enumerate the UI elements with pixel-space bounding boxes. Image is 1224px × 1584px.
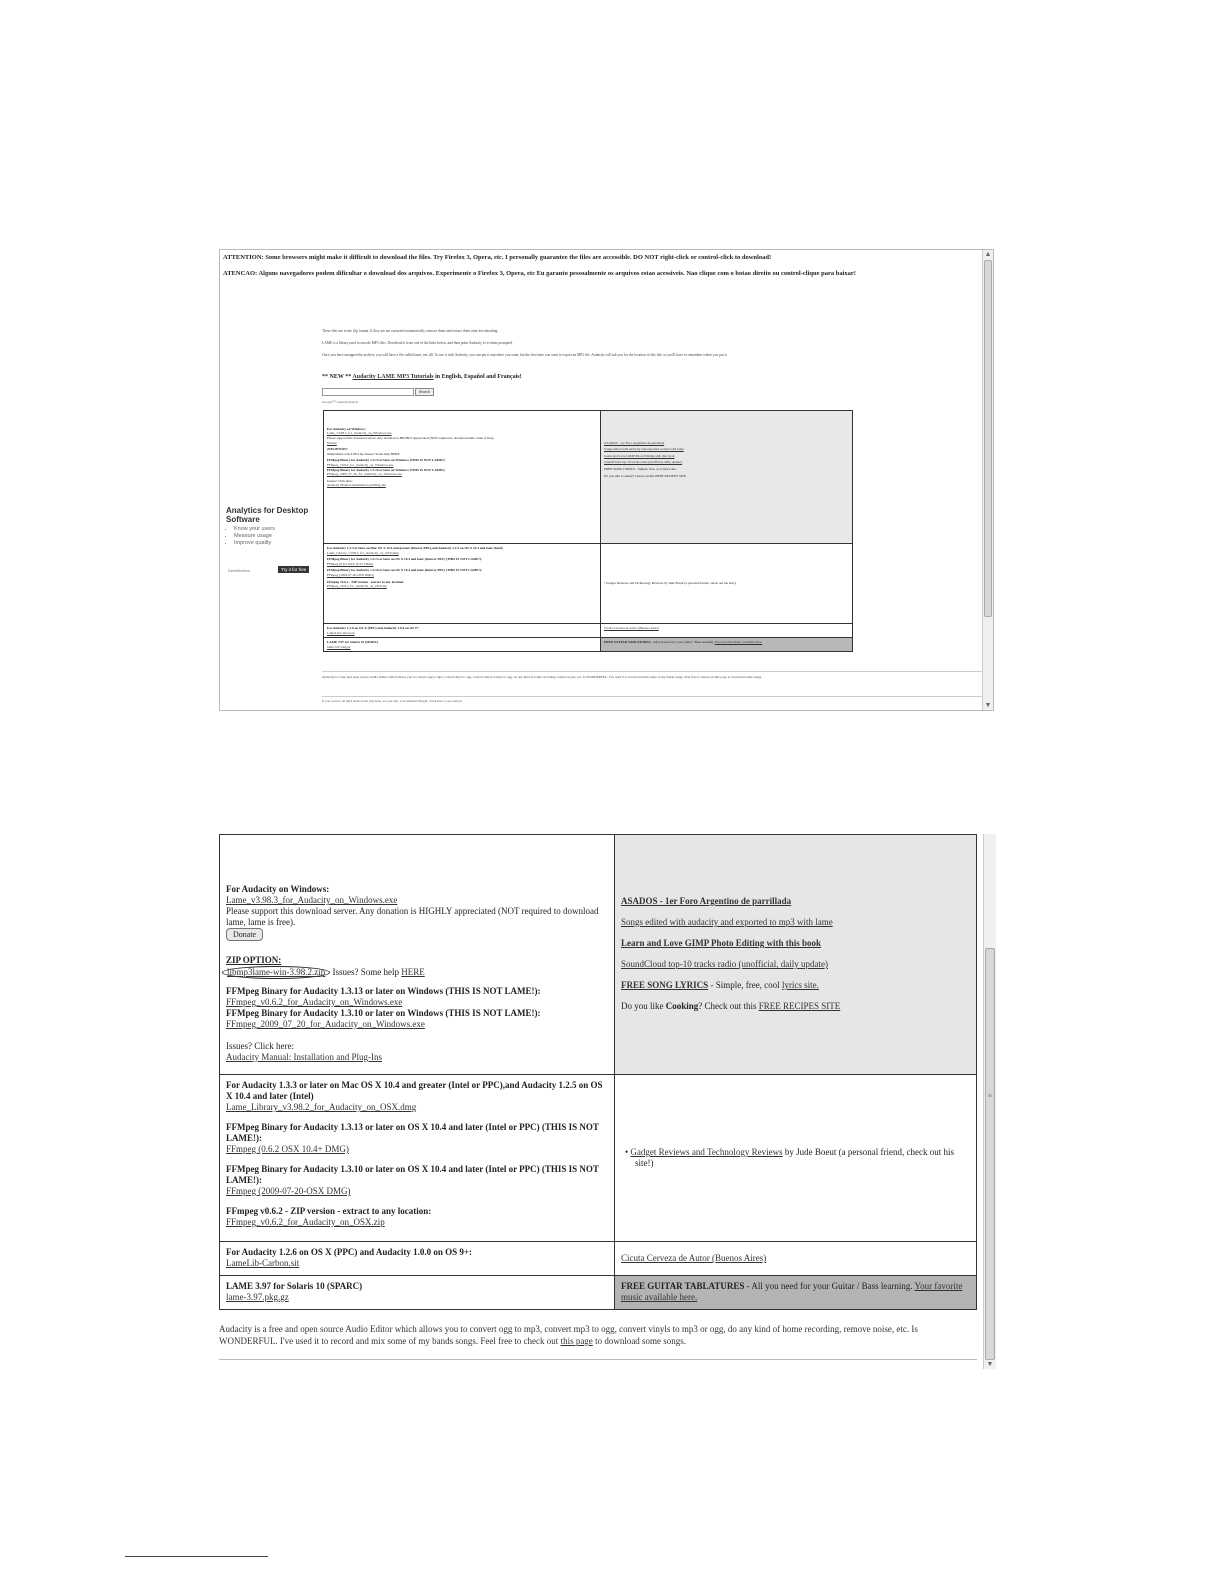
lame-windows-link[interactable]: Lame_v3.98.3_for_Audacity_on_Windows.exe — [226, 895, 398, 905]
guitar-cell — [615, 1276, 977, 1310]
audacity-description — [219, 1323, 977, 1347]
ffmpeg-heading: FFMpeg Binary for Audacity 1.3.13 or later on Windows (THIS IS NOT LAME!): — [226, 986, 541, 996]
sponsor-link[interactable]: Learn and Love GIMP Photo Editing with this book — [604, 453, 675, 458]
screenshot-page-overview — [219, 249, 994, 711]
ad-bullets — [226, 526, 322, 547]
solaris-heading: LAME 3.97 for Solaris 10 (SPARC) — [226, 1281, 363, 1291]
ffmpeg-link[interactable]: FFmpeg (2009-07-20-OSX DMG) — [327, 572, 374, 577]
description-text: Audacity is a free and open source Audio Editor which allows you to convert ogg to mp3, convert mp3 to ogg, convert vinyls to mp3 or ogg, do any kind of home recording, remove noise, etc. Is WONDERFUL. I've used it to record and mix some of my bands songs. Feel free to check out — [219, 1324, 918, 1346]
mac-heading: For Audacity 1.3.3 or later on Mac OS X 10.4 and greater (Intel or PPC),and Audacity 1.2.5 on OS X 10.4 and later (Intel) — [327, 546, 503, 550]
windows-heading: For Audacity on Windows: — [327, 426, 366, 431]
os9-cell — [324, 624, 601, 638]
downloads-table-zoomed — [219, 834, 977, 1310]
intro-line: Once you have unzipped the archive, you will have a file called lame_enc.dll. To use it with Audacity, you can put it anywhere you want, but the first time you want to export an MP3 file, Audacity will ask you for the location of this file, so you'll have to remember where you put it. — [322, 353, 728, 357]
issues-label: Issues? Click here: — [226, 1041, 294, 1051]
scrollbar-thumb[interactable] — [984, 260, 992, 617]
support-note: Please support this download server. Any donation is HIGHLY appreciated (NOT required to download lame, lame is free). — [226, 906, 599, 927]
guitar-cell — [601, 638, 853, 652]
zip-issues-label: Issues? Some help — [332, 967, 399, 977]
guitar-text: - All you need for your Guitar / Bass learning. — [744, 1281, 915, 1291]
ffmpeg-mac-link[interactable]: FFmpeg (2009-07-20-OSX DMG) — [226, 1186, 351, 1196]
solaris-cell — [220, 1276, 615, 1310]
issues-label: Issues? Click here: — [327, 478, 353, 483]
ffmpeg-heading: FFmpeg v0.6.2 - ZIP version - extract to any location: — [327, 579, 405, 584]
scroll-grip-icon: ≡ — [988, 1092, 992, 1100]
zip-help-link[interactable]: HERE — [401, 967, 425, 977]
ad-title: Analytics for Desktop Software — [226, 506, 309, 524]
search-button[interactable]: Search — [415, 388, 434, 396]
sponsor-link[interactable]: Do you like Cooking? Check out this FREE RECIPES SITE — [604, 473, 687, 478]
os9-heading: For Audacity 1.2.6 on OS X (PPC) and Audacity 1.0.0 on OS 9+: — [226, 1247, 472, 1257]
new-prefix: ** NEW ** — [322, 374, 352, 380]
description-end: to download some songs. — [592, 1336, 687, 1346]
soundcloud-link[interactable]: SoundCloud top-10 tracks radio (unofficial, daily update) — [621, 959, 829, 969]
zip-heading: ZIP OPTION: — [226, 955, 282, 965]
carbon-link[interactable]: LameLib-Carbon.sit — [327, 630, 355, 635]
ffmpeg-heading: FFMpeg Binary for Audacity 1.3.13 or later on Windows (THIS IS NOT LAME!): — [327, 458, 446, 463]
plugin-note: If you want to an mp3 audio track playback on your site, I recommend Plugin. Click here to get started. — [322, 696, 982, 703]
donate-button[interactable]: Donate — [226, 928, 263, 941]
gadget-link[interactable]: Gadget Reviews and Technology Reviews — [630, 1147, 783, 1157]
cicuta-cell — [601, 624, 853, 638]
os9-heading: For Audacity 1.2.6 on OS X (PPC) and Audacity 1.0.0 on OS 9+: — [327, 626, 420, 630]
sponsor-link[interactable]: ASADOS - 1er Foro Argentino de parrillada — [604, 440, 665, 445]
scroll-down-icon[interactable]: ▼ — [984, 701, 992, 709]
ffmpeg-link[interactable]: FFmpeg (0.6.2 OSX 10.4+ DMG) — [327, 561, 374, 566]
vertical-scrollbar[interactable] — [982, 250, 993, 710]
zip-highlight-circle — [222, 966, 330, 979]
songs-link[interactable]: Songs edited with audacity and exported to mp3 with lame — [621, 917, 833, 927]
audacity-description: Audacity is a free and open source Audio Editor which allows you to convert ogg to mp3, convert mp3 to ogg, convert vinyls to mp3 or ogg, do any kind of home recording, remove noise, etc. Is WONDERFUL. I've used it to record and mix some of my bands songs. Feel free to check out this page to download some songs. — [322, 671, 982, 680]
ad-bullet: • Improve quality — [234, 540, 322, 547]
tutorials-link[interactable]: Audacity LAME MP3 Tutorials — [352, 374, 434, 380]
mac-lame-link[interactable]: Lame_Library_v3.98.2_for_Audacity_on_OSX.dmg — [226, 1102, 417, 1112]
this-page-link[interactable]: this page — [560, 1336, 593, 1346]
ffmpeg-mac-link[interactable]: FFmpeg (0.6.2 OSX 10.4+ DMG) — [226, 1144, 349, 1154]
asados-link[interactable]: ASADOS - 1er Foro Argentino de parrillada — [621, 896, 792, 906]
footnote-separator — [125, 1556, 268, 1557]
new-suffix: in English, Español and Français! — [435, 374, 522, 380]
ffmpeg-link[interactable]: FFmpeg_v0.6.2_for_Audacity_on_OSX.zip — [327, 584, 387, 589]
solaris-link[interactable]: lame-3.97.pkg.gz — [226, 1292, 289, 1302]
donate-button[interactable]: Donate — [327, 440, 337, 445]
ffmpeg-heading: FFMpeg Binary for Audacity 1.3.10 or later on OS X 10.4 and later (Intel or PPC) (THIS IS NOT LAME!): — [226, 1164, 599, 1185]
scroll-down-icon[interactable]: ▼ — [986, 1360, 994, 1368]
cooking-post: ? Check out this — [698, 1001, 759, 1011]
sponsor-link[interactable]: FREE SONG LYRICS - Simple, free, cool lyrics site. — [604, 466, 677, 471]
lyrics-site-link[interactable]: lyrics site. — [781, 980, 819, 990]
mac-downloads-cell — [324, 544, 601, 624]
ffmpeg-windows-link[interactable]: FFmpeg_v0.6.2_for_Audacity_on_Windows.exe — [226, 997, 403, 1007]
zip-download-link[interactable]: libmp3lame-win-3.98.2.zip — [227, 967, 326, 977]
gadget-cell: • Gadget Reviews and Technology Reviews by Jude Boeut (a personal friend, check out his site!) — [615, 1075, 977, 1242]
solaris-heading: LAME 3.97 for Solaris 10 (SPARC) — [327, 640, 379, 645]
ffmpeg-link[interactable]: FFmpeg_v0.6.2_for_Audacity_on_Windows.exe — [327, 462, 394, 467]
lame-windows-link[interactable]: Lame_v3.98.3_for_Audacity_on_Windows.exe — [327, 431, 392, 436]
gadget-link[interactable]: Gadget Reviews and Technology Reviews by Jude Boeut (a personal friend, check out his site!) — [606, 581, 736, 586]
sponsor-link[interactable]: SoundCloud top-10 tracks radio (unofficial, daily update) — [604, 460, 682, 465]
vertical-scrollbar[interactable] — [983, 834, 996, 1369]
ad-bullet: • Measure usage — [234, 533, 322, 540]
cooking-pre: Do you like — [621, 1001, 666, 1011]
scrollbar-thumb[interactable] — [985, 948, 995, 1360]
ffmpeg-heading: FFMpeg Binary for Audacity 1.3.10 or later on OS X 10.4 and later (Intel or PPC) (THIS IS NOT LAME!): — [327, 568, 482, 573]
ffmpeg-windows-link[interactable]: FFmpeg_2009_07_20_for_Audacity_on_Windows.exe — [226, 1019, 425, 1029]
recipes-link[interactable]: FREE RECIPES SITE — [758, 1001, 841, 1011]
lyrics-link[interactable]: FREE SONG LYRICS — [621, 980, 709, 990]
mac-heading: For Audacity 1.3.3 or later on Mac OS X 10.4 and greater (Intel or PPC),and Audacity 1.2.5 on OS X 10.4 and later (Intel) — [226, 1080, 603, 1101]
guitar-link[interactable]: Your favorite music available here. — [714, 640, 763, 645]
zip-line[interactable]: libmp3lame-win-3.98.2.zip Issues? Some help HERE — [327, 451, 400, 456]
sponsor-links-cell — [601, 411, 853, 544]
ffmpeg-heading: FFmpeg v0.6.2 - ZIP version - extract to any location: — [226, 1206, 432, 1216]
ffmpeg-link[interactable]: FFmpeg_2009_07_20_for_Audacity_on_Windows.exe — [327, 472, 402, 477]
ad-bullet: • Know your users — [234, 526, 322, 533]
intro-line: LAME is a library used to encode MP3 files. Download it from one of the links below, and then point Audacity to it when prompted. — [322, 341, 513, 345]
search-input[interactable] — [322, 388, 414, 396]
google-custom-search-label: Google™ Custom Search — [322, 400, 358, 404]
cicuta-link[interactable]: Cicuta Cerveza de Autor (Buenos Aires) — [621, 1253, 767, 1263]
sponsor-links-cell — [615, 835, 977, 1075]
carbon-link[interactable]: LameLib-Carbon.sit — [226, 1258, 300, 1268]
cicuta-cell — [615, 1242, 977, 1276]
windows-heading: For Audacity on Windows: — [226, 884, 330, 894]
gadget-cell: • Gadget Reviews and Technology Reviews by Jude Boeut (a personal friend, check out his site!) — [601, 544, 853, 624]
solaris-cell — [324, 638, 601, 652]
search-row — [322, 388, 434, 396]
analytics-ad[interactable] — [226, 506, 322, 582]
ffmpeg-heading: FFMpeg Binary for Audacity 1.3.13 or later on OS X 10.4 and later (Intel or PPC) (THIS IS NOT LAME!): — [226, 1122, 599, 1143]
divider — [219, 1359, 977, 1360]
zip-heading: ZIP OPTION: — [327, 447, 348, 452]
windows-downloads-cell — [220, 835, 615, 1075]
gimp-link[interactable]: Learn and Love GIMP Photo Editing with this book — [621, 938, 822, 948]
os9-cell — [220, 1242, 615, 1276]
gadget-text: by Jude Boeut (a personal friend, check out his site!) — [635, 1147, 955, 1168]
manual-link[interactable]: Audacity Manual: Installation and Plug-Ins — [327, 483, 386, 488]
screenshot-table-zoom — [218, 834, 996, 1369]
manual-link[interactable]: Audacity Manual: Installation and Plug-Ins — [226, 1052, 382, 1062]
guitar-link[interactable]: Your favorite music available here. — [621, 1281, 963, 1302]
guitar-heading: FREE GUITAR TABLATURES — [604, 640, 651, 645]
solaris-link[interactable]: lame-3.97.pkg.gz — [327, 644, 351, 649]
sponsor-link[interactable]: Songs edited with audacity and exported to mp3 with lame — [604, 447, 684, 452]
ffmpeg-heading: FFMpeg Binary for Audacity 1.3.13 or later on OS X 10.4 and later (Intel or PPC) (THIS IS NOT LAME!): — [327, 557, 482, 562]
ad-cta-button[interactable]: Try it for free — [278, 566, 309, 573]
downloads-table — [323, 410, 853, 652]
windows-downloads-cell — [324, 411, 601, 544]
new-tutorials-line — [322, 374, 522, 380]
cooking-bold: Cooking — [665, 1001, 699, 1011]
mac-downloads-cell — [220, 1075, 615, 1242]
ffmpeg-heading: FFMpeg Binary for Audacity 1.3.10 or later on Windows (THIS IS NOT LAME!): — [226, 1008, 541, 1018]
attention-portuguese: ATENCAO: Alguns navegadores podem dificultar o download dos arquivos. Experimente o Firefox 3, Opera, etc Eu garanto pessoalmente os arquivos estao acessiveis. Nao clique com o botao direito ou control-clique para baixar! — [223, 270, 856, 277]
guitar-heading: FREE GUITAR TABLATURES — [621, 1281, 745, 1291]
attention-english: ATTENTION: Some browsers might make it difficult to download the files. Try Firefox 3, Opera, etc. I personally guarantee the files are accessible. DO NOT right-click or control-click to download! — [223, 254, 772, 261]
mac-lame-link[interactable]: Lame_Library_v3.98.2_for_Audacity_on_OSX.dmg — [327, 550, 399, 555]
guitar-text: - All you need for your Guitar / Bass learning. — [650, 640, 715, 645]
support-note: Please support this download server. Any donation is HIGHLY appreciated (NOT required to download lame, lame is free). — [327, 435, 495, 440]
cicuta-link[interactable]: Cicuta Cerveza de Autor (Buenos Aires) — [604, 626, 659, 630]
scroll-up-icon[interactable]: ▲ — [984, 250, 992, 258]
ffmpeg-heading: FFMpeg Binary for Audacity 1.3.10 or later on Windows (THIS IS NOT LAME!): — [327, 467, 446, 472]
ad-brand: DeskMetrics — [228, 568, 251, 573]
intro-line: These files are to the Zip format. If they are not extracted automatically, remove them and extract them after downloading. — [322, 329, 499, 333]
lyrics-text: - Simple, free, cool — [708, 980, 782, 990]
ffmpeg-mac-zip-link[interactable]: FFmpeg_v0.6.2_for_Audacity_on_OSX.zip — [226, 1217, 385, 1227]
